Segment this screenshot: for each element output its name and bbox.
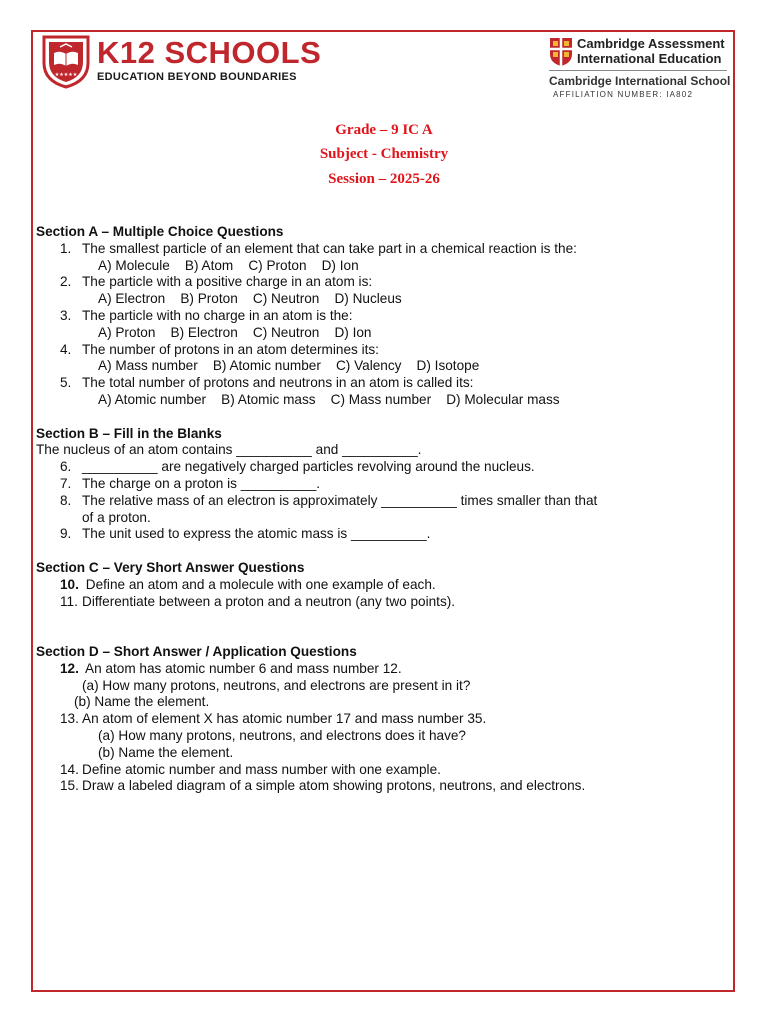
question-number: 15. xyxy=(60,778,79,794)
question-12 xyxy=(36,661,726,678)
question-text: __________ are negatively charged particles revolving around the nucleus. xyxy=(82,459,535,475)
svg-text:★★★★★: ★★★★★ xyxy=(54,72,78,78)
question-8-continued: of a proton. xyxy=(82,509,151,525)
affiliation-number: AFFILIATION NUMBER: IA802 xyxy=(553,90,694,99)
question-number: 7. xyxy=(60,475,72,491)
question-text: An atom has atomic number 6 and mass number 12. xyxy=(85,660,402,676)
question-9 xyxy=(36,526,726,543)
question-number: 6. xyxy=(60,459,72,475)
question-number: 2. xyxy=(60,274,72,290)
question-3 xyxy=(36,308,726,325)
section-c-title: Section C – Very Short Answer Questions xyxy=(36,559,305,575)
question-8 xyxy=(36,493,726,510)
section-b-intro: The nucleus of an atom contains __________ and __________. xyxy=(36,442,422,458)
question-5-options: A) Atomic number B) Atomic mass C) Mass number D) Molecular mass xyxy=(98,391,560,407)
section-b-title: Section B – Fill in the Blanks xyxy=(36,425,222,441)
question-10 xyxy=(36,577,726,594)
question-text: Define an atom and a molecule with one example of each. xyxy=(85,576,436,592)
question-number: 3. xyxy=(60,307,72,323)
question-13-part-b: (b) Name the element. xyxy=(98,744,234,760)
question-text: An atom of element X has atomic number 17 and mass number 35. xyxy=(82,711,487,727)
question-number: 4. xyxy=(60,341,72,357)
question-7 xyxy=(36,476,726,493)
k12-tagline: EDUCATION BEYOND BOUNDARIES xyxy=(97,71,297,83)
question-2-options: A) Electron B) Proton C) Neutron D) Nucleus xyxy=(98,291,402,307)
cambridge-logo xyxy=(549,36,734,100)
question-number: 8. xyxy=(60,492,72,508)
question-1 xyxy=(36,241,726,258)
question-2 xyxy=(36,274,726,291)
question-text: Differentiate between a proton and a neutron (any two points). xyxy=(82,593,456,609)
question-text: The smallest particle of an element that can take part in a chemical reaction is the: xyxy=(82,240,577,256)
question-number: 14. xyxy=(60,761,79,777)
k12-shield-icon xyxy=(40,33,92,89)
question-text: The charge on a proton is __________. xyxy=(82,475,321,491)
question-12-part-b: (b) Name the element. xyxy=(74,694,210,710)
cambridge-subtitle: International Education xyxy=(577,51,722,66)
question-text: The number of protons in an atom determines its: xyxy=(82,341,379,357)
question-number: 11. xyxy=(60,593,78,609)
question-number: 12. xyxy=(60,660,79,676)
cambridge-divider xyxy=(549,70,727,71)
question-13 xyxy=(36,711,726,728)
section-a-title: Section A – Multiple Choice Questions xyxy=(36,224,284,239)
question-text: The particle with no charge in an atom is the: xyxy=(82,307,353,323)
question-number: 10. xyxy=(60,576,79,592)
question-number: 5. xyxy=(60,375,72,391)
question-5 xyxy=(36,375,726,392)
question-number: 9. xyxy=(60,526,72,542)
cambridge-name: Cambridge Assessment xyxy=(577,36,725,51)
subject-heading: Subject - Chemistry xyxy=(319,146,449,162)
question-number: 1. xyxy=(60,240,72,256)
k12-logo xyxy=(40,33,340,95)
question-14 xyxy=(36,762,726,779)
question-text: Define atomic number and mass number with one example. xyxy=(82,761,441,777)
question-3-options: A) Proton B) Electron C) Neutron D) Ion xyxy=(98,324,372,340)
question-text: The total number of protons and neutrons in an atom is called its: xyxy=(82,375,474,391)
question-text: The relative mass of an electron is approximately __________ times smaller than that xyxy=(82,492,598,508)
question-text: The particle with a positive charge in an atom is: xyxy=(82,274,373,290)
question-4-options: A) Mass number B) Atomic number C) Valency D) Isotope xyxy=(98,358,480,374)
question-13-part-a: (a) How many protons, neutrons, and electrons does it have? xyxy=(98,727,466,743)
k12-title: K12 SCHOOLS xyxy=(97,35,322,70)
section-d-title: Section D – Short Answer / Application Questions xyxy=(36,643,357,659)
question-12-part-a: (a) How many protons, neutrons, and electrons are present in it? xyxy=(82,677,471,693)
cambridge-crest-icon xyxy=(549,37,573,67)
grade-heading: Grade – 9 IC A xyxy=(335,122,433,138)
question-11 xyxy=(36,594,726,611)
cambridge-school: Cambridge International School xyxy=(549,74,731,88)
question-4 xyxy=(36,342,726,359)
question-paper xyxy=(36,224,726,795)
question-text: The unit used to express the atomic mass is __________. xyxy=(82,526,431,542)
question-15 xyxy=(36,778,726,795)
session-heading: Session – 2025-26 xyxy=(328,171,440,187)
question-text: Draw a labeled diagram of a simple atom showing protons, neutrons, and electrons. xyxy=(82,778,586,794)
question-1-options: A) Molecule B) Atom C) Proton D) Ion xyxy=(98,257,359,273)
question-6 xyxy=(36,459,726,476)
question-number: 13. xyxy=(60,711,79,727)
